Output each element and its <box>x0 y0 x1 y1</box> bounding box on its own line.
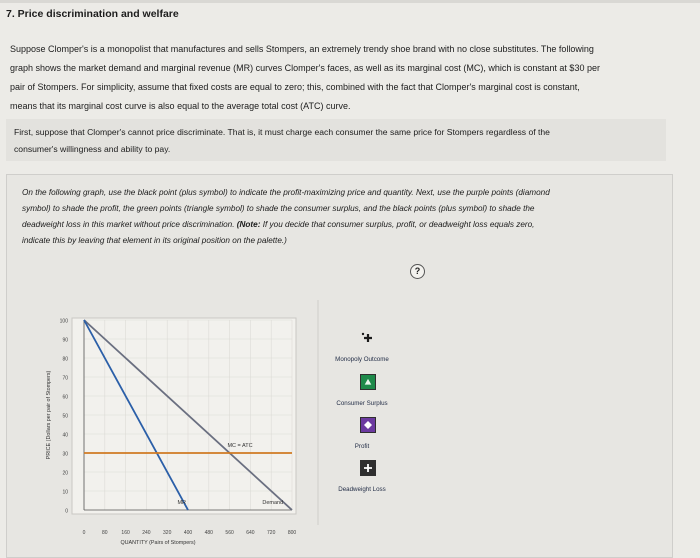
y-tick-label: 10 <box>62 489 68 496</box>
intro-line: Suppose Clomper's is a monopolist that manufactures and sells Stompers, an extremely trendy shoe brand with no close substitutes. The following <box>10 44 594 54</box>
demand-label: Demand <box>262 500 284 506</box>
x-tick-label: 480 <box>204 530 213 536</box>
first-line: consumer's willingness and ability to pay. <box>14 144 171 154</box>
note-label: (Note: <box>236 220 261 229</box>
y-tick-label: 80 <box>62 356 68 363</box>
x-tick-label: 160 <box>121 530 130 536</box>
monopoly-plus-icon <box>364 334 372 342</box>
x-tick-label: 400 <box>183 530 193 536</box>
y-tick-label: 60 <box>62 394 68 401</box>
palette-item-deadweight-loss[interactable] <box>338 460 385 493</box>
palette-item-monopoly-outcome[interactable] <box>335 333 389 363</box>
y-tick-label: 30 <box>62 451 68 458</box>
mc-atc-label: MC = ATC <box>227 443 253 449</box>
palette-label: Profit <box>354 443 370 450</box>
y-tick-label: 70 <box>62 375 68 382</box>
intro-line: pair of Stompers. For simplicity, assume that fixed costs are equal to zero; this, combined with the fact that Clomper's marginal cost is constant, <box>10 82 580 92</box>
x-tick-label: 720 <box>267 530 276 536</box>
x-tick-label: 800 <box>287 530 297 536</box>
x-axis-label: QUANTITY (Pairs of Stompers) <box>120 540 196 546</box>
x-tick-label: 80 <box>102 530 108 536</box>
y-tick-label: 40 <box>62 432 68 439</box>
intro-line: means that its marginal cost curve is also equal to the average total cost (ATC) curve. <box>10 101 351 111</box>
instruction-line: On the following graph, use the black point (plus symbol) to indicate the profit-maximizing price and quantity. Next, use the purple points (diamond <box>22 188 550 197</box>
x-tick-label: 560 <box>225 530 234 536</box>
palette-item-profit[interactable] <box>355 417 376 450</box>
palette-label: Monopoly Outcome <box>335 356 389 363</box>
x-tick-label: 640 <box>246 530 255 536</box>
y-tick-label: 50 <box>62 413 68 420</box>
instruction-text: If you decide that consumer surplus, profit, or deadweight loss equals zero, <box>262 220 535 229</box>
palette-label: Deadweight Loss <box>338 486 386 493</box>
y-tick-label: 100 <box>59 318 68 325</box>
instruction-text: deadweight loss in this market without price discrimination. <box>22 220 237 229</box>
palette <box>335 333 389 493</box>
y-axis-label: PRICE (Dollars per pair of Stompers) <box>46 370 52 460</box>
monopoly-dot-icon <box>362 333 364 335</box>
y-tick-label: 90 <box>62 337 68 344</box>
intro-line: graph shows the market demand and marginal revenue (MR) curves Clomper's faces, as well as its marginal cost (MC), which is constant at $30 per <box>10 63 600 73</box>
instruction-line: symbol) to shade the profit, the green points (triangle symbol) to shade the consumer surplus, and the black points (plus symbol) to shade the <box>22 204 535 213</box>
y-tick-label: 0 <box>65 508 68 515</box>
palette-item-consumer-surplus[interactable] <box>336 374 387 407</box>
instruction-line: indicate this by leaving that element in its original position on the palette.) <box>22 236 287 245</box>
first-line: First, suppose that Clomper's cannot price discriminate. That is, it must charge each consumer the same price for Stompers regardless of the <box>14 127 550 137</box>
question-title: 7. Price discrimination and welfare <box>6 8 179 20</box>
mr-label: MR <box>177 500 186 506</box>
x-tick-label: 0 <box>82 530 86 536</box>
x-tick-label: 320 <box>163 530 172 536</box>
palette-label: Consumer Surplus <box>336 400 388 407</box>
x-tick-label: 240 <box>142 530 151 536</box>
y-tick-label: 20 <box>62 470 68 477</box>
plot-area <box>72 318 296 514</box>
help-icon[interactable]: ? <box>410 264 425 279</box>
